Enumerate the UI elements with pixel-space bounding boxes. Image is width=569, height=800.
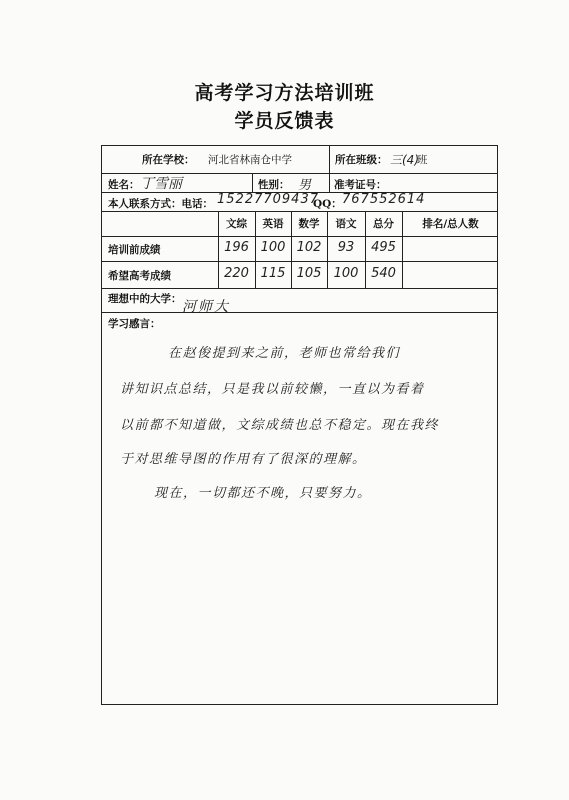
phone-value: 15227709437	[217, 192, 319, 207]
score-cell: 93	[337, 240, 355, 255]
name-value: 丁雪丽	[140, 176, 182, 192]
feedback-line: 于对思维导图的作用有了很深的理解。	[120, 452, 367, 467]
gender-value: 男	[298, 178, 312, 193]
score-cell: 100	[333, 266, 359, 281]
score-cell: 115	[260, 266, 286, 281]
feedback-line: 讲知识点总结，只是我以前较懒，一直以为看着	[120, 382, 425, 397]
class-label: 所在班级：	[335, 154, 388, 166]
score-cell: 220	[224, 266, 249, 281]
feedback-line: 以前都不知道做，文综成绩也总不稳定。现在我终	[120, 418, 440, 433]
class-suffix: 班	[417, 154, 428, 166]
ideal-university-value: 河师大	[182, 299, 230, 315]
row-divider	[102, 236, 497, 237]
score-cell: 540	[371, 266, 396, 281]
header-chinese: 语文	[335, 218, 357, 230]
score-cell: 495	[371, 240, 396, 255]
qq-value: 767552614	[342, 192, 426, 207]
row-label-before-training: 培训前成绩	[108, 244, 161, 256]
form-title: 高考学习方法培训班	[194, 82, 375, 104]
score-cell: 105	[296, 266, 322, 281]
contact-label: 本人联系方式：电话：	[108, 198, 213, 210]
row-label-target-score: 希望高考成绩	[108, 270, 171, 282]
feedback-form	[101, 145, 498, 705]
exam-id-label: 准考证号：	[334, 179, 387, 191]
header-math: 数学	[298, 218, 320, 230]
class-value: 三(4)	[390, 153, 419, 167]
feedback-line: 现在，一切都还不晚，只要努力。	[154, 486, 372, 501]
row-divider	[102, 211, 497, 212]
col-divider	[252, 173, 253, 192]
school-value: 河北省林南仓中学	[208, 154, 292, 166]
name-label: 姓名：	[108, 179, 140, 191]
feedback-label: 学习感言：	[108, 318, 161, 330]
row-divider	[102, 288, 497, 289]
header-english: 英语	[262, 218, 284, 230]
score-cell: 100	[260, 240, 286, 255]
row-divider	[102, 312, 497, 313]
row-divider	[102, 261, 497, 262]
header-rank: 排名/总人数	[422, 218, 479, 230]
score-cell: 102	[296, 240, 322, 255]
score-cell: 196	[224, 240, 249, 255]
form-subtitle: 学员反馈表	[234, 110, 335, 132]
header-wenzong: 文综	[226, 218, 247, 230]
header-total: 总分	[373, 218, 394, 230]
feedback-line: 在赵俊提到来之前，老师也常给我们	[168, 346, 401, 361]
qq-label: QQ：	[313, 198, 342, 210]
col-divider	[329, 146, 330, 173]
gender-label: 性别：	[258, 179, 290, 191]
ideal-university-label: 理想中的大学：	[108, 293, 182, 305]
col-divider	[329, 173, 330, 192]
school-label: 所在学校：	[142, 154, 195, 166]
